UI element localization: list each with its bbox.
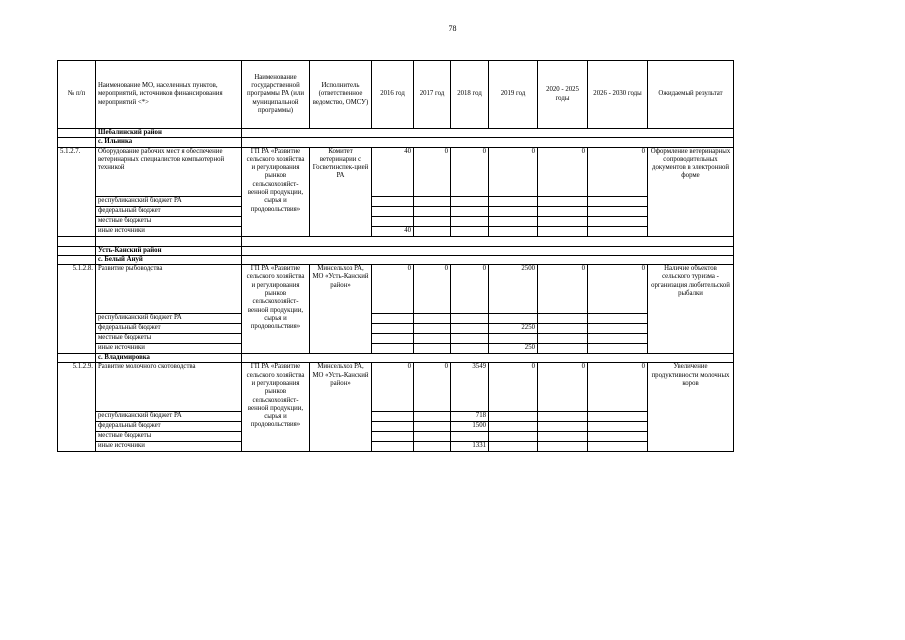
measure-num: 5.1.2.8. — [58, 265, 96, 354]
value-2018: 0 — [451, 265, 489, 314]
header-2017: 2017 год — [414, 61, 451, 129]
source-row — [58, 442, 734, 452]
measures-table — [57, 60, 734, 452]
measure-program: ГП РА «Развитие сельского хозяйства и регулирования рынков сельскохозяйст-венной продукции, сырья и продовольствия» — [242, 147, 310, 236]
spacer-row — [58, 236, 734, 246]
measure-row — [58, 265, 734, 314]
header-result: Ожидаемый результат — [648, 61, 734, 129]
measure-num: 5.1.2.7. — [58, 147, 96, 236]
value-2016: 40 — [372, 147, 414, 196]
value-2018: 1500 — [451, 422, 489, 432]
measure-num: 5.1.2.9. — [58, 363, 96, 452]
source-row — [58, 344, 734, 354]
source-row — [58, 196, 734, 206]
value-2026-2030: 0 — [588, 265, 648, 314]
source-label: федеральный бюджет — [96, 324, 242, 334]
value-2020-2025: 0 — [538, 363, 588, 412]
source-label: местные бюджеты — [96, 334, 242, 344]
value-2019: 2250 — [489, 324, 538, 334]
value-2019: 250 — [489, 344, 538, 354]
measure-program: ГП РА «Развитие сельского хозяйства и регулирования рынков сельскохозяйст-венной продукции, сырья и продовольствия» — [242, 363, 310, 452]
measure-result: Увеличение продуктивности молочных коров — [648, 363, 734, 452]
header-2018: 2018 год — [451, 61, 489, 129]
source-label: республиканский бюджет РА — [96, 314, 242, 324]
source-label: республиканский бюджет РА — [96, 412, 242, 422]
header-name: Наименование МО, населенных пунктов, мероприятий, источников финансирования мероприятий <*> — [96, 61, 242, 129]
village-row — [58, 138, 734, 147]
source-label: иные источники — [96, 344, 242, 354]
source-label: федеральный бюджет — [96, 422, 242, 432]
source-row — [58, 422, 734, 432]
header-2019: 2019 год — [489, 61, 538, 129]
source-row — [58, 324, 734, 334]
measure-name: Развитие молочного скотоводства — [96, 363, 242, 412]
value-2017: 0 — [414, 363, 451, 412]
village-row — [58, 255, 734, 264]
source-label: местные бюджеты — [96, 432, 242, 442]
village-name: с. Владимировка — [96, 354, 242, 363]
source-row — [58, 216, 734, 226]
value-2019: 2500 — [489, 265, 538, 314]
district-row — [58, 129, 734, 138]
value-2016: 40 — [372, 226, 414, 236]
value-2026-2030: 0 — [588, 147, 648, 196]
measure-name: Развитие рыбоводства — [96, 265, 242, 314]
source-label: республиканский бюджет РА — [96, 196, 242, 206]
district-row — [58, 246, 734, 255]
source-label: иные источники — [96, 442, 242, 452]
village-row — [58, 354, 734, 363]
measure-result: Наличие объектов сельского туризма - организация любительской рыбалки — [648, 265, 734, 354]
source-row — [58, 226, 734, 236]
value-2020-2025: 0 — [538, 147, 588, 196]
district-name: Усть-Канский район — [96, 246, 242, 255]
source-row — [58, 432, 734, 442]
value-2018: 1331 — [451, 442, 489, 452]
measure-executor: Минсельхоз РА, МО «Усть-Канский район» — [310, 265, 372, 354]
value-2017: 0 — [414, 265, 451, 314]
value-2018: 3549 — [451, 363, 489, 412]
measure-result: Оформление ветеринарных сопроводительных документов в электронной форме — [648, 147, 734, 236]
source-label: иные источники — [96, 226, 242, 236]
measure-row — [58, 147, 734, 196]
value-2019: 0 — [489, 147, 538, 196]
header-executor: Исполнитель (ответственное ведомство, ОМСУ) — [310, 61, 372, 129]
header-2020-2025: 2020 - 2025 годы — [538, 61, 588, 129]
source-label: местные бюджеты — [96, 216, 242, 226]
district-name: Шебалинский район — [96, 129, 242, 138]
village-name: с. Ильинка — [96, 138, 242, 147]
measure-executor: Минсельхоз РА, МО «Усть-Канский район» — [310, 363, 372, 452]
header-2016: 2016 год — [372, 61, 414, 129]
source-label: федеральный бюджет — [96, 206, 242, 216]
value-2016: 0 — [372, 265, 414, 314]
measure-row — [58, 363, 734, 412]
value-2016: 0 — [372, 363, 414, 412]
value-2018: 0 — [451, 147, 489, 196]
table-header-row — [58, 61, 734, 129]
header-num: № п/п — [58, 61, 96, 129]
source-row — [58, 206, 734, 216]
header-2026-2030: 2026 - 2030 годы — [588, 61, 648, 129]
value-2020-2025: 0 — [538, 265, 588, 314]
value-2018: 718 — [451, 412, 489, 422]
source-row — [58, 412, 734, 422]
value-2019: 0 — [489, 363, 538, 412]
value-2026-2030: 0 — [588, 363, 648, 412]
source-row — [58, 334, 734, 344]
village-name: с. Белый Ануй — [96, 255, 242, 264]
measure-executor: Комитет ветеринарии с Госветинспек-цией РА — [310, 147, 372, 236]
source-row — [58, 314, 734, 324]
measure-program: ГП РА «Развитие сельского хозяйства и регулирования рынков сельскохозяйст-венной продукции, сырья и продовольствия» — [242, 265, 310, 354]
measure-name: Оборудование рабочих мест я обеспечение ветеринарных специалистов компьютерной техникой — [96, 147, 242, 196]
page-number: 78 — [448, 24, 457, 33]
header-program: Наименование государственной программы РА (или муниципальной программы) — [242, 61, 310, 129]
value-2017: 0 — [414, 147, 451, 196]
